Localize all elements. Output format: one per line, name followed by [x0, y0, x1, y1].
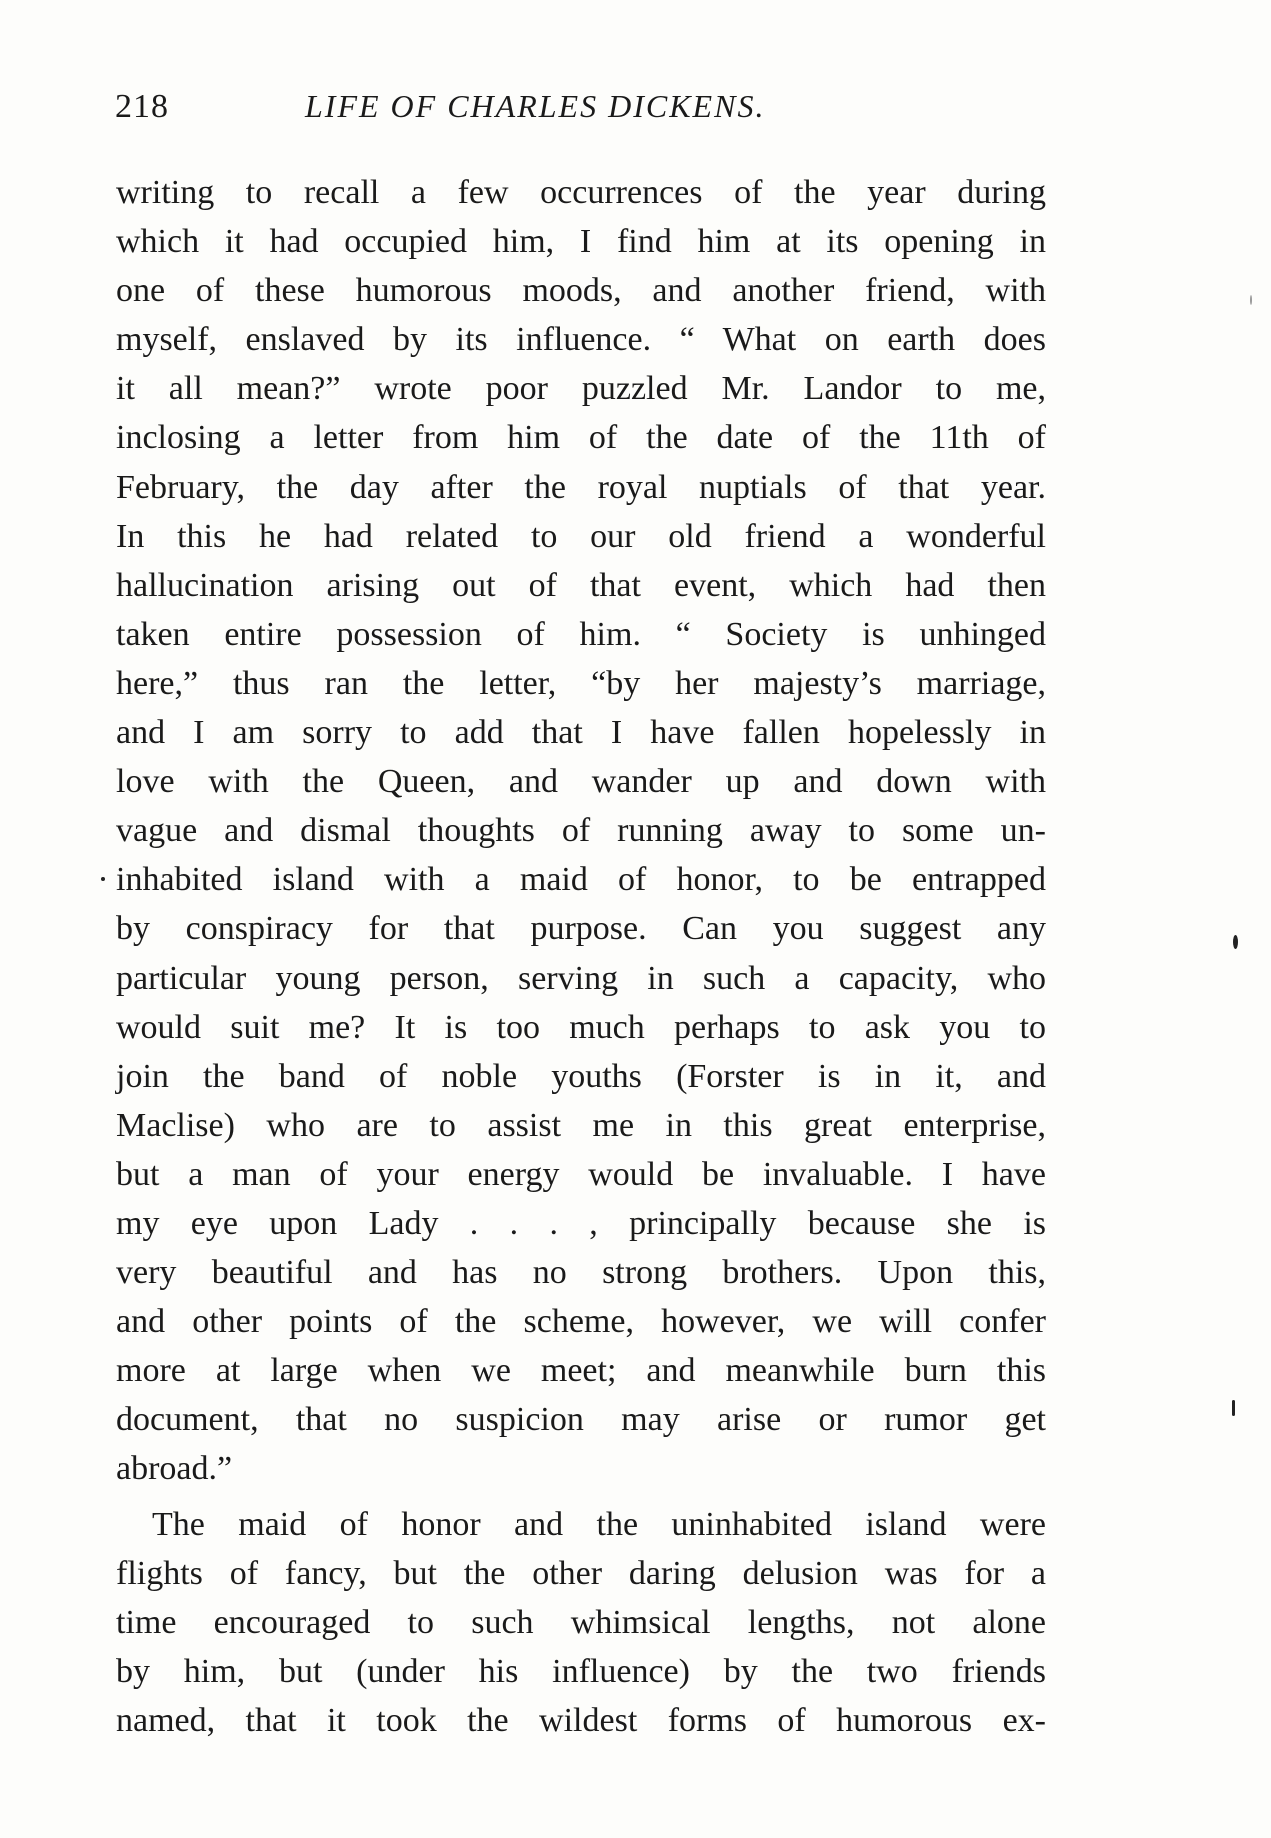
scan-speck	[101, 877, 105, 881]
body-text	[116, 168, 1046, 1745]
text-line: myself, enslaved by its influence. “ What on earth does	[116, 321, 1046, 359]
running-title: LIFE OF CHARLES DICKENS.	[305, 88, 766, 124]
scan-speck	[1250, 295, 1252, 305]
text-line: join the band of noble youths (Forster is in it, and	[116, 1057, 1046, 1095]
text-line: particular young person, serving in such a capacity, who	[116, 959, 1046, 997]
scan-speck	[1233, 935, 1238, 949]
text-line: Maclise) who are to assist me in this great enterprise,	[116, 1106, 1046, 1144]
text-line: love with the Queen, and wander up and down with	[116, 763, 1046, 801]
text-line: time encouraged to such whimsical lengths, not alone	[116, 1603, 1046, 1641]
text-line: named, that it took the wildest forms of humorous ex-	[116, 1701, 1046, 1739]
text-line: writing to recall a few occurrences of the year during	[116, 174, 1046, 211]
scan-speck	[1232, 1400, 1235, 1416]
text-line: inclosing a letter from him of the date of the 11th of	[116, 419, 1046, 457]
text-line: February, the day after the royal nuptials of that year.	[116, 468, 1046, 506]
text-line: and other points of the scheme, however, we will confer	[116, 1303, 1046, 1341]
text-line: document, that no suspicion may arise or rumor get	[116, 1401, 1046, 1439]
text-line: very beautiful and has no strong brothers. Upon this,	[116, 1254, 1046, 1292]
text-line: it all mean?” wrote poor puzzled Mr. Landor to me,	[116, 370, 1046, 408]
text-line: by him, but (under his influence) by the two friends	[116, 1652, 1046, 1690]
text-line: inhabited island with a maid of honor, to be entrapped	[116, 861, 1046, 899]
text-line: vague and dismal thoughts of running away to some un-	[116, 812, 1046, 850]
text-line: hallucination arising out of that event, which had then	[116, 566, 1046, 604]
text-line: which it had occupied him, I find him at its opening in	[116, 223, 1046, 261]
text-line: one of these humorous moods, and another friend, with	[116, 272, 1046, 310]
text-line: flights of fancy, but the other daring delusion was for a	[116, 1554, 1046, 1592]
page-number: 218	[115, 88, 169, 125]
text-line: The maid of honor and the uninhabited island were	[152, 1505, 1046, 1543]
running-head	[115, 88, 1045, 132]
text-line: and I am sorry to add that I have fallen hopelessly in	[116, 714, 1046, 752]
text-line: by conspiracy for that purpose. Can you suggest any	[116, 910, 1046, 948]
text-line: my eye upon Lady . . . , principally because she is	[116, 1204, 1046, 1242]
text-line: would suit me? It is too much perhaps to ask you to	[116, 1008, 1046, 1046]
text-line: here,” thus ran the letter, “by her majesty’s marriage,	[116, 664, 1046, 702]
text-line: taken entire possession of him. “ Society is unhinged	[116, 615, 1046, 653]
text-line: but a man of your energy would be invaluable. I have	[116, 1155, 1046, 1193]
text-line: abroad.”	[116, 1450, 233, 1488]
text-line: In this he had related to our old friend a wonderful	[116, 517, 1046, 555]
text-line: more at large when we meet; and meanwhile burn this	[116, 1352, 1046, 1390]
